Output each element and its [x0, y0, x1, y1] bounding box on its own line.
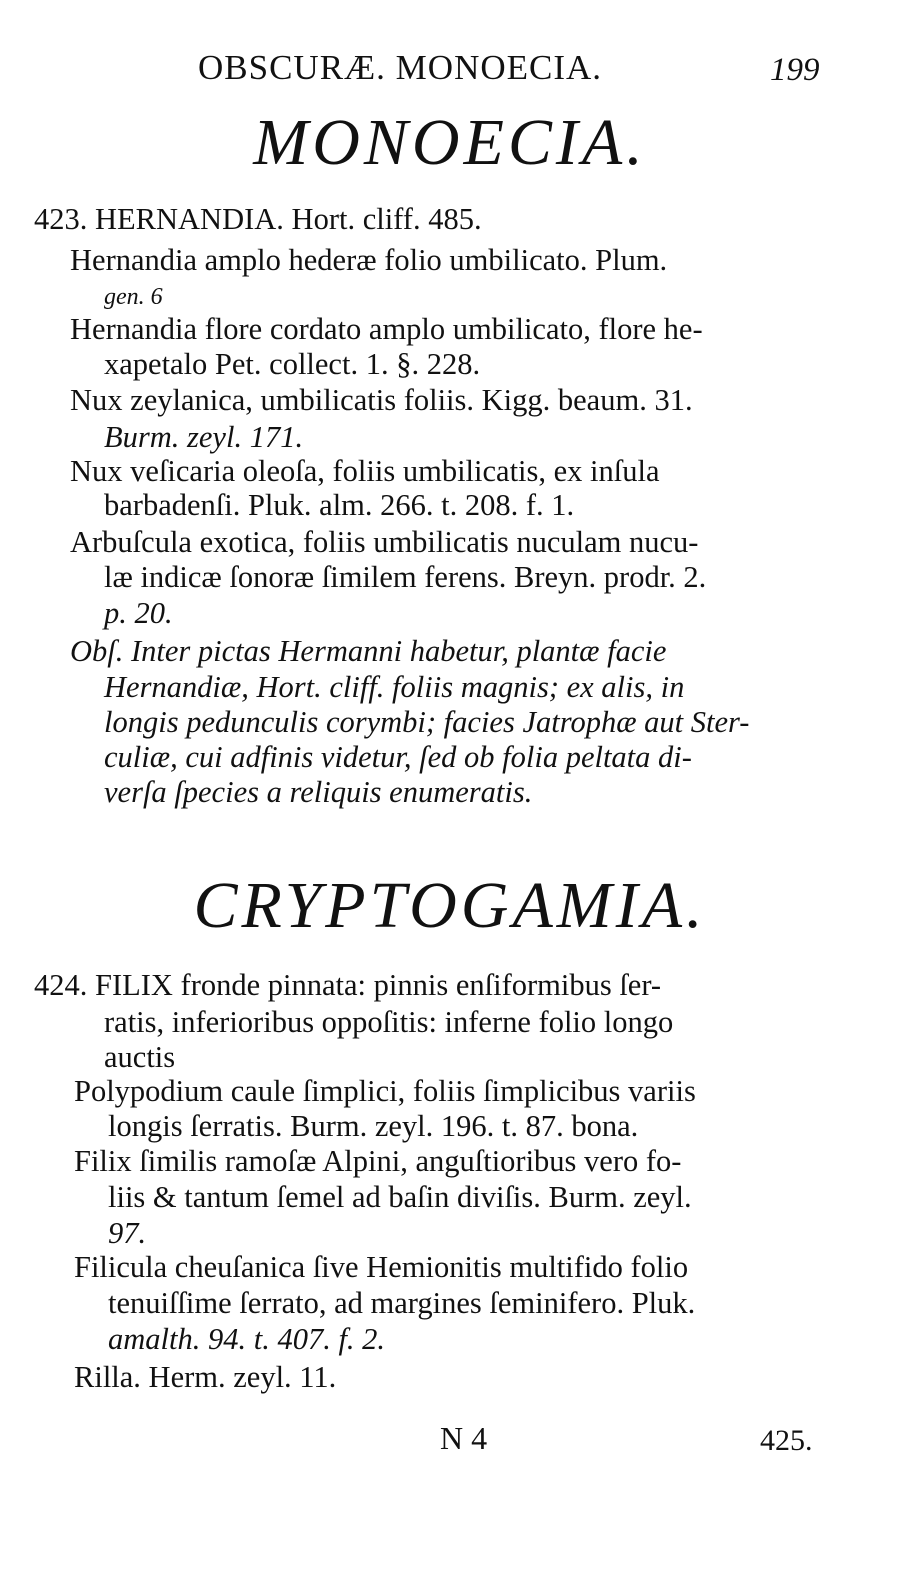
entry-line: læ indicæ ſonoræ ſimilem ferens. Breyn. prodr. 2. — [104, 560, 707, 594]
entry-line: longis ſerratis. Burm. zeyl. 196. t. 87. bona. — [108, 1109, 639, 1143]
observation-line: Obſ. Inter pictas Hermanni habetur, plantæ facie — [70, 634, 667, 668]
entry-line: amalth. 94. t. 407. f. 2. — [108, 1322, 386, 1356]
entry-line: 97. — [108, 1216, 147, 1250]
entry-line: Nux veſicaria oleoſa, foliis umbilicatis, ex inſula — [70, 454, 660, 488]
entry-line: tenuiſſime ſerrato, ad margines ſeminifero. Pluk. — [108, 1286, 696, 1320]
entry-line: Rilla. Herm. zeyl. 11. — [74, 1360, 337, 1394]
entry-heading: 424. FILIX fronde pinnata: pinnis enſiformibus ſer- — [34, 968, 662, 1002]
entry-line: Nux zeylanica, umbilicatis foliis. Kigg. beaum. 31. — [70, 383, 693, 417]
observation-line: culiæ, cui adfinis videtur, ſed ob folia peltata di- — [104, 740, 692, 774]
entry-heading: 423. HERNANDIA. Hort. cliff. 485. — [34, 202, 482, 236]
entry-line: Hernandia amplo hederæ folio umbilicato. Plum. — [70, 243, 668, 277]
entry-line: ratis, inferioribus oppoſitis: inferne folio longo — [104, 1005, 674, 1039]
entry-line: gen. 6 — [104, 284, 163, 310]
page-header — [0, 48, 900, 88]
entry-line: Hernandia flore cordato amplo umbilicato, flore he- — [70, 312, 703, 346]
section-title-monoecia: MONOECIA. — [253, 106, 647, 179]
signature-mark: N 4 — [440, 1420, 488, 1456]
entry-line: Filix ſimilis ramoſæ Alpini, anguſtioribus vero fo- — [74, 1144, 682, 1178]
entry-line: xapetalo Pet. collect. 1. §. 228. — [104, 347, 481, 381]
entry-line: Polypodium caule ſimplici, foliis ſimplicibus variis — [74, 1074, 696, 1108]
running-title: OBSCURÆ. MONOECIA. — [198, 48, 603, 87]
observation-line: longis pedunculis corymbi; facies Jatrophæ aut Ster- — [104, 705, 750, 739]
page-number: 199 — [770, 52, 820, 88]
entry-line: liis & tantum ſemel ad baſin diviſis. Burm. zeyl. — [108, 1180, 692, 1214]
entry-line: Burm. zeyl. 171. — [104, 420, 304, 454]
entry-line: auctis — [104, 1040, 176, 1074]
entry-line: Filicula cheuſanica ſive Hemionitis multifido folio — [74, 1250, 689, 1284]
observation-line: verſa ſpecies a reliquis enumeratis. — [104, 775, 533, 809]
catchword: 425. — [760, 1424, 813, 1457]
entry-line: barbadenſi. Pluk. alm. 266. t. 208. f. 1. — [104, 488, 575, 522]
entry-line: Arbuſcula exotica, foliis umbilicatis nuculam nucu- — [70, 525, 699, 559]
section-title-cryptogamia: CRYPTOGAMIA. — [193, 869, 707, 942]
observation-line: Hernandiæ, Hort. cliff. foliis magnis; ex alis, in — [104, 670, 685, 704]
entry-line: p. 20. — [104, 596, 173, 630]
